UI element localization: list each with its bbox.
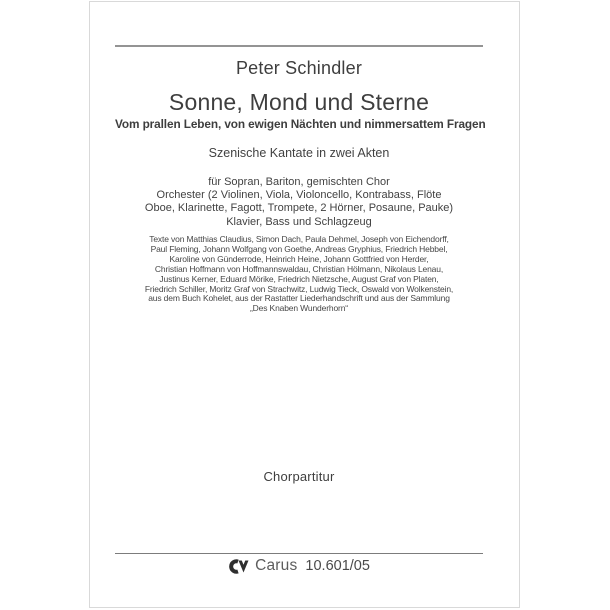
credits-line: aus dem Buch Kohelet, aus der Rastatter Liederhandschrift und aus der Sammlung: [148, 293, 450, 304]
text-credits-block: [115, 235, 483, 314]
edition-type-label: Chorpartitur: [263, 469, 335, 484]
scoring-block: [115, 176, 483, 229]
genre-line: Szenische Kantate in zwei Akten: [208, 146, 390, 160]
credits-line: Karoline von Günderrode, Heinrich Heine, Johann Gottfried von Herder,: [169, 253, 429, 264]
composer-name: Peter Schindler: [235, 58, 363, 78]
publisher-imprint: [115, 556, 483, 576]
work-title: Sonne, Mond und Sterne: [168, 89, 430, 115]
scoring-line: Orchester (2 Violinen, Viola, Violoncello, Kontrabass, Flöte: [156, 189, 442, 202]
scoring-line: Klavier, Bass und Schlagzeug: [226, 215, 372, 228]
credits-line: Christian Hoffmann von Hoffmannswaldau, Christian Hölmann, Nikolaus Lenau,: [154, 263, 444, 274]
credits-line: Justinus Kerner, Eduard Mörike, Friedrich Nietzsche, August Graf von Platen,: [159, 273, 439, 284]
credits-line: „Des Knaben Wunderhorn“: [250, 303, 348, 314]
credits-line: Paul Fleming, Johann Wolfgang von Goethe, Andreas Gryphius, Friedrich Hebbel,: [150, 243, 448, 254]
work-subtitle: Vom prallen Leben, von ewigen Nächten und nimmersattem Fragen: [115, 117, 486, 131]
bottom-rule: [115, 553, 483, 554]
top-rule: [115, 45, 483, 47]
title-page: [89, 1, 520, 608]
carus-cv-logo-icon: [228, 559, 249, 574]
scoring-line: Oboe, Klarinette, Fagott, Trompete, 2 Hörner, Posaune, Pauke): [144, 202, 454, 215]
title-page-content: [115, 2, 486, 607]
credits-line: Texte von Matthias Claudius, Simon Dach, Paula Dehmel, Joseph von Eichendorff,: [149, 234, 449, 244]
scoring-line: für Sopran, Bariton, gemischten Chor: [208, 176, 390, 188]
publisher-name: Carus: [255, 557, 298, 574]
credits-line: Friedrich Schiller, Moritz Graf von Strachwitz, Ludwig Tieck, Oswald von Wolkenstein,: [144, 283, 454, 294]
edition-number: 10.601/05: [305, 558, 370, 574]
